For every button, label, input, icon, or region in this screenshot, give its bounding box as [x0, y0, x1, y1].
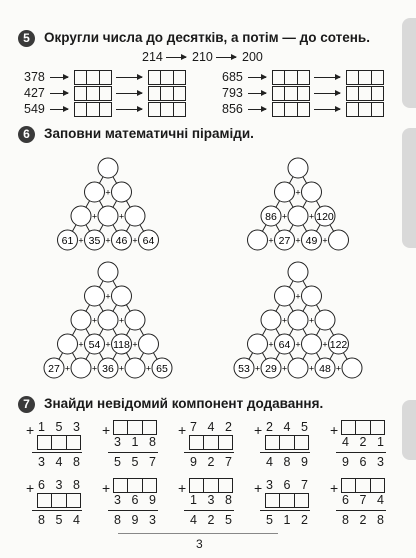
arrow-icon [248, 109, 266, 110]
missing-addend-box[interactable] [37, 493, 81, 508]
sum-value [114, 455, 156, 469]
digit: 3 [114, 435, 121, 449]
plus-sign: + [295, 235, 301, 246]
pyramid-cell[interactable] [275, 286, 295, 306]
number-to-round: 856 [222, 102, 243, 116]
plus-sign: + [118, 315, 125, 326]
digit: 7 [301, 478, 308, 492]
digit: 3 [207, 493, 215, 507]
known-addend [266, 478, 308, 492]
task-5-title: Округли числа до десятків, а потім — до сотень. [44, 30, 370, 45]
tens-answer-box[interactable] [272, 70, 310, 85]
pyramid-value: 61 [61, 235, 74, 247]
pyramid-value: 64 [142, 235, 155, 247]
plus-sign: + [105, 339, 111, 350]
pyramid-value: 65 [156, 363, 168, 375]
plus-sign: + [281, 363, 288, 374]
digit: 3 [114, 493, 121, 507]
digit: 3 [149, 513, 156, 527]
plus-sign: + [254, 480, 263, 496]
plus-sign: + [118, 363, 125, 374]
addition-column [102, 418, 158, 478]
digit: 1 [131, 435, 139, 449]
digit: 3 [266, 478, 273, 492]
known-addend [114, 435, 156, 449]
pyramid-value: 35 [88, 235, 101, 247]
pyramid-value: 120 [316, 211, 334, 223]
plus-sign: + [281, 211, 288, 222]
sum-line [108, 510, 158, 511]
arrow-icon [116, 109, 142, 110]
addition-column [178, 476, 234, 536]
sum-value [114, 513, 156, 527]
plus-sign: + [322, 339, 328, 350]
digit: 7 [225, 455, 232, 469]
task-7-title: Знайди невідомий компонент додавання. [44, 396, 324, 411]
missing-addend-box[interactable] [341, 420, 385, 435]
addition-column [330, 476, 386, 536]
sum-value [266, 455, 308, 469]
plus-sign: + [26, 480, 35, 496]
addition-column [178, 418, 234, 478]
pyramid-cell[interactable] [302, 286, 322, 306]
pyramid-cell[interactable] [125, 310, 145, 330]
digit: 4 [207, 420, 215, 434]
missing-addend-box[interactable] [189, 478, 233, 493]
pyramid-cell[interactable] [302, 182, 322, 202]
hundreds-answer-box[interactable] [346, 86, 384, 101]
known-addend [38, 420, 80, 434]
pyramid-value: 29 [265, 363, 277, 375]
pyramid-value: 86 [265, 211, 277, 223]
pyramid-cell[interactable] [288, 358, 308, 378]
plus-sign: + [268, 339, 274, 350]
hundreds-answer-box[interactable] [346, 102, 384, 117]
addition-column [254, 418, 310, 478]
pyramid-cell[interactable] [342, 358, 362, 378]
page-edge-tab [402, 400, 416, 460]
plus-sign: + [178, 480, 187, 496]
pyramid-cell[interactable] [85, 182, 105, 202]
digit: 1 [377, 435, 384, 449]
pyramid-value: 64 [278, 339, 291, 351]
sum-line [32, 510, 82, 511]
digit: 6 [359, 455, 367, 469]
digit: 4 [342, 435, 349, 449]
arrow-icon [248, 77, 266, 78]
plus-sign: + [268, 235, 274, 246]
plus-sign: + [322, 235, 328, 246]
sum-value [38, 513, 80, 527]
plus-sign: + [132, 339, 138, 350]
pyramid-value: 36 [102, 363, 114, 375]
sum-value [190, 513, 232, 527]
digit: 5 [55, 420, 63, 434]
digit: 4 [377, 493, 384, 507]
example-number: 210 [192, 50, 213, 64]
tens-answer-box[interactable] [272, 86, 310, 101]
digit: 5 [266, 513, 273, 527]
digit: 9 [301, 455, 308, 469]
digit: 2 [225, 420, 232, 434]
pyramid [248, 158, 349, 250]
known-addend [38, 478, 80, 492]
sum-value [342, 513, 384, 527]
known-addend [114, 493, 156, 507]
plus-sign: + [78, 235, 84, 246]
digit: 8 [38, 513, 45, 527]
digit: 1 [38, 420, 45, 434]
missing-addend-box[interactable] [113, 478, 157, 493]
hundreds-answer-box[interactable] [148, 70, 186, 85]
pyramid-cell[interactable] [98, 158, 118, 178]
digit: 9 [342, 455, 349, 469]
pyramid-value: 122 [329, 339, 348, 351]
plus-sign: + [91, 211, 98, 222]
sum-value [266, 513, 308, 527]
digit: 5 [55, 513, 63, 527]
pyramid-cell[interactable] [288, 310, 308, 330]
sum-line [32, 452, 82, 453]
plus-sign: + [91, 315, 98, 326]
digit: 5 [131, 455, 139, 469]
arrow-icon [314, 77, 340, 78]
example-number: 214 [142, 50, 163, 64]
sum-line [184, 452, 234, 453]
plus-sign: + [91, 363, 98, 374]
plus-sign: + [335, 363, 342, 374]
known-addend [266, 420, 308, 434]
hundreds-answer-box[interactable] [346, 70, 384, 85]
digit: 8 [377, 513, 384, 527]
digit: 8 [342, 513, 349, 527]
known-addend [342, 435, 384, 449]
plus-sign: + [132, 235, 138, 246]
digit: 9 [131, 513, 139, 527]
page-number: 3 [196, 537, 203, 551]
sum-line [260, 510, 310, 511]
plus-sign: + [118, 211, 125, 222]
missing-addend-box[interactable] [113, 420, 157, 435]
task-5-badge: 5 [18, 30, 35, 47]
sum-value [342, 455, 384, 469]
plus-sign: + [178, 422, 187, 438]
digit: 8 [149, 435, 156, 449]
plus-sign: + [254, 422, 263, 438]
arrow-icon [216, 57, 236, 58]
digit: 2 [207, 455, 215, 469]
pyramid-cell[interactable] [125, 206, 145, 226]
digit: 4 [266, 455, 273, 469]
missing-addend-box[interactable] [37, 435, 81, 450]
digit: 1 [190, 493, 197, 507]
arrow-icon [314, 93, 340, 94]
plus-sign: + [295, 339, 301, 350]
pyramid-cell[interactable] [71, 206, 91, 226]
missing-addend-box[interactable] [265, 493, 309, 508]
digit: 6 [38, 478, 45, 492]
pyramid-cell[interactable] [85, 286, 105, 306]
tens-answer-box[interactable] [74, 86, 112, 101]
digit: 3 [38, 455, 45, 469]
pyramid-cell[interactable] [315, 310, 335, 330]
arrow-icon [166, 57, 186, 58]
known-addend [190, 493, 232, 507]
pyramid-cell[interactable] [248, 230, 268, 250]
arrow-icon [116, 93, 142, 94]
plus-sign: + [308, 363, 315, 374]
number-to-round: 427 [24, 86, 45, 100]
example-number: 200 [242, 50, 263, 64]
pyramid-value: 27 [48, 363, 60, 375]
plus-sign: + [308, 211, 315, 222]
pyramid-cell[interactable] [112, 182, 132, 202]
digit: 9 [190, 455, 197, 469]
digit: 9 [149, 493, 156, 507]
pyramid-cell[interactable] [248, 334, 268, 354]
hundreds-answer-box[interactable] [148, 102, 186, 117]
arrow-icon [50, 93, 68, 94]
pyramid-cell[interactable] [112, 286, 132, 306]
digit: 3 [73, 420, 80, 434]
plus-sign: + [105, 187, 111, 198]
sum-line [184, 510, 234, 511]
pyramid-cell[interactable] [139, 334, 159, 354]
digit: 2 [207, 513, 215, 527]
pyramid-cell[interactable] [261, 310, 281, 330]
digit: 4 [190, 513, 197, 527]
known-addend [342, 493, 384, 507]
digit: 2 [359, 513, 367, 527]
addition-column [254, 476, 310, 536]
pyramid-cell[interactable] [275, 182, 295, 202]
plus-sign: + [281, 315, 288, 326]
plus-sign: + [26, 422, 35, 438]
addition-column [26, 476, 82, 536]
digit: 7 [359, 493, 367, 507]
digit: 5 [114, 455, 121, 469]
digit: 6 [283, 478, 291, 492]
digit: 5 [225, 513, 232, 527]
plus-sign: + [295, 187, 301, 198]
task-6-badge: 6 [18, 126, 35, 143]
pyramid-cell[interactable] [71, 358, 91, 378]
pyramid-cell[interactable] [288, 158, 308, 178]
digit: 8 [114, 513, 121, 527]
plus-sign: + [330, 480, 339, 496]
pyramid-value: 48 [319, 363, 331, 375]
digit: 8 [225, 493, 232, 507]
sum-line [108, 452, 158, 453]
sum-line [336, 510, 386, 511]
pyramid-value: 53 [238, 363, 250, 375]
pyramid [234, 262, 362, 378]
plus-sign: + [78, 339, 84, 350]
addition-column [26, 418, 82, 478]
sum-line [260, 452, 310, 453]
tens-answer-box[interactable] [74, 70, 112, 85]
task-7-badge: 7 [18, 396, 35, 413]
pyramid-value: 54 [88, 339, 101, 351]
plus-sign: + [145, 363, 152, 374]
plus-sign: + [105, 235, 111, 246]
pyramid-cell[interactable] [288, 262, 308, 282]
pyramid-cell[interactable] [288, 206, 308, 226]
tens-answer-box[interactable] [272, 102, 310, 117]
digit: 2 [266, 420, 273, 434]
digit: 7 [190, 420, 197, 434]
plus-sign: + [102, 422, 111, 438]
plus-sign: + [308, 315, 315, 326]
pyramid-cell[interactable] [98, 206, 118, 226]
sum-line [336, 452, 386, 453]
digit: 7 [149, 455, 156, 469]
number-to-round: 549 [24, 102, 45, 116]
pyramid [58, 158, 159, 250]
pyramid-cell[interactable] [329, 230, 349, 250]
digit: 8 [283, 455, 291, 469]
pyramid-value: 118 [113, 339, 130, 351]
arrow-icon [248, 93, 266, 94]
digit: 6 [342, 493, 349, 507]
addition-column [330, 418, 386, 478]
pyramid-value: 27 [278, 235, 291, 247]
digit: 2 [301, 513, 308, 527]
digit: 2 [359, 435, 367, 449]
math-pyramids [0, 140, 416, 390]
plus-sign: + [295, 291, 301, 302]
known-addend [190, 420, 232, 434]
digit: 1 [283, 513, 291, 527]
digit: 3 [377, 455, 384, 469]
number-to-round: 685 [222, 70, 243, 84]
task-6-title: Заповни математичні піраміди. [44, 126, 254, 141]
arrow-icon [50, 77, 68, 78]
missing-addend-box[interactable] [189, 435, 233, 450]
pyramid-cell[interactable] [71, 310, 91, 330]
pyramid-value: 49 [305, 235, 318, 247]
footer-line [118, 533, 278, 534]
sum-value [190, 455, 232, 469]
pyramid-value: 46 [115, 235, 128, 247]
pyramid-cell[interactable] [58, 334, 78, 354]
tens-answer-box[interactable] [74, 102, 112, 117]
pyramid-cell[interactable] [125, 358, 145, 378]
digit: 8 [73, 478, 80, 492]
addition-column [102, 476, 158, 536]
digit: 8 [73, 455, 80, 469]
number-to-round: 793 [222, 86, 243, 100]
missing-addend-box[interactable] [341, 478, 385, 493]
sum-value [38, 455, 80, 469]
missing-addend-box[interactable] [265, 435, 309, 450]
digit: 6 [131, 493, 139, 507]
digit: 4 [73, 513, 80, 527]
pyramid-cell[interactable] [98, 310, 118, 330]
arrow-icon [314, 109, 340, 110]
digit: 4 [55, 455, 63, 469]
digit: 5 [301, 420, 308, 434]
plus-sign: + [330, 422, 339, 438]
plus-sign: + [105, 291, 111, 302]
plus-sign: + [64, 363, 71, 374]
pyramid [44, 262, 172, 378]
arrow-icon [50, 109, 68, 110]
plus-sign: + [102, 480, 111, 496]
pyramid-cell[interactable] [98, 262, 118, 282]
plus-sign: + [254, 363, 261, 374]
number-to-round: 378 [24, 70, 45, 84]
digit: 4 [283, 420, 291, 434]
digit: 3 [55, 478, 63, 492]
hundreds-answer-box[interactable] [148, 86, 186, 101]
pyramid-cell[interactable] [302, 334, 322, 354]
arrow-icon [116, 77, 142, 78]
page-edge-tab [402, 18, 416, 108]
